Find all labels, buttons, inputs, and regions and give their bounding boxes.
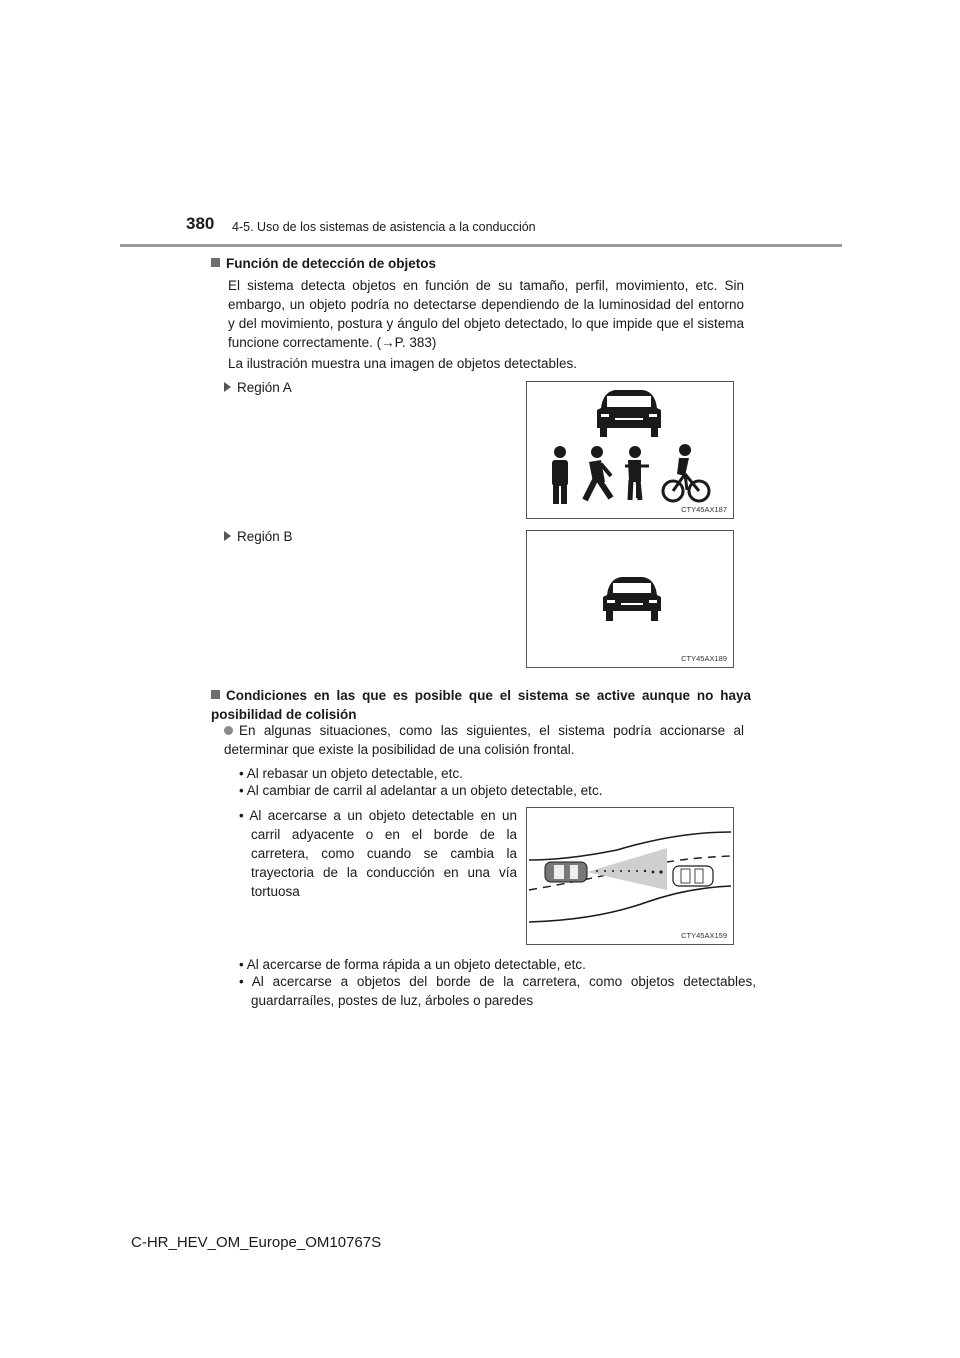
condition-item-3: • Al acercarse a un objeto detectable en un carril adyacente o en el borde de la carretera, como cuando se cambia la trayectoria de la conducción en una vía tortuosa: [239, 808, 517, 899]
detectable-objects-illustration: [527, 382, 733, 518]
condition-item-4: • Al acercarse de forma rápida a un objeto detectable, etc.: [239, 957, 586, 972]
detectable-vehicle-icon: [673, 866, 713, 886]
region-b-text: Región B: [237, 529, 293, 544]
car-front-icon: [597, 390, 661, 437]
conditions-bullet-text: En algunas situaciones, como las siguientes, el sistema podría accionarse al determinar que existe la posibilidad de una colisión frontal.: [224, 723, 744, 757]
header-divider: [120, 244, 842, 247]
condition-item-5: • Al acercarse a objetos del borde de la carretera, como objetos detectables, guardarraíles, postes de luz, árboles o paredes: [239, 974, 756, 1008]
figure-code-a: CTY45AX187: [681, 505, 727, 514]
figure-region-a: [526, 381, 734, 519]
section-heading-false-activation: [211, 686, 751, 724]
pedestrian-walking-icon: [585, 446, 611, 500]
person-with-bicycle-icon: [625, 446, 649, 500]
chapter-title: 4-5. Uso de los sistemas de asistencia a la conducción: [232, 220, 536, 234]
detection-paragraph: El sistema detecta objetos en función de su tamaño, perfil, movimiento, etc. Sin embargo, un objeto podría no detectarse dependiendo de la luminosidad del entorno y del movimiento, postura y ángulo del objeto detectado, lo que impide que el sistema funcione correctamente. (→P. 383): [228, 278, 744, 350]
circle-bullet-icon: [224, 726, 233, 735]
own-car-icon: [545, 862, 587, 882]
square-bullet-icon: [211, 258, 220, 267]
page-number: 380: [186, 214, 215, 233]
document-id: C-HR_HEV_OM_Europe_OM10767S: [131, 1234, 382, 1251]
cyclist-icon: [663, 444, 709, 501]
conditions-bullet: [224, 721, 744, 759]
illustration-intro: La ilustración muestra una imagen de objetos detectables.: [228, 356, 577, 371]
car-front-icon: [527, 531, 733, 667]
section-heading-text: Función de detección de objetos: [226, 256, 437, 271]
figure-curved-road: [526, 807, 734, 945]
section-heading-object-detection: [211, 256, 436, 271]
region-a-text: Región A: [237, 380, 292, 395]
region-a-label: [224, 378, 292, 397]
square-bullet-icon: [211, 690, 220, 699]
arrow-right-icon: [224, 382, 231, 392]
region-b-label: [224, 527, 293, 546]
sensor-beam: [587, 848, 667, 890]
figure-region-b: [526, 530, 734, 668]
section-heading-text: Condiciones en las que es posible que el sistema se active aunque no haya posibilidad de colisión: [211, 688, 751, 722]
figure-code-c: CTY45AX159: [681, 931, 727, 940]
curved-road-illustration: [527, 808, 733, 944]
arrow-right-icon: [224, 531, 231, 541]
condition-item-1: • Al rebasar un objeto detectable, etc.: [239, 766, 463, 781]
pedestrian-standing-icon: [552, 446, 568, 504]
figure-code-b: CTY45AX189: [681, 654, 727, 663]
condition-item-2: • Al cambiar de carril al adelantar a un objeto detectable, etc.: [239, 783, 603, 798]
